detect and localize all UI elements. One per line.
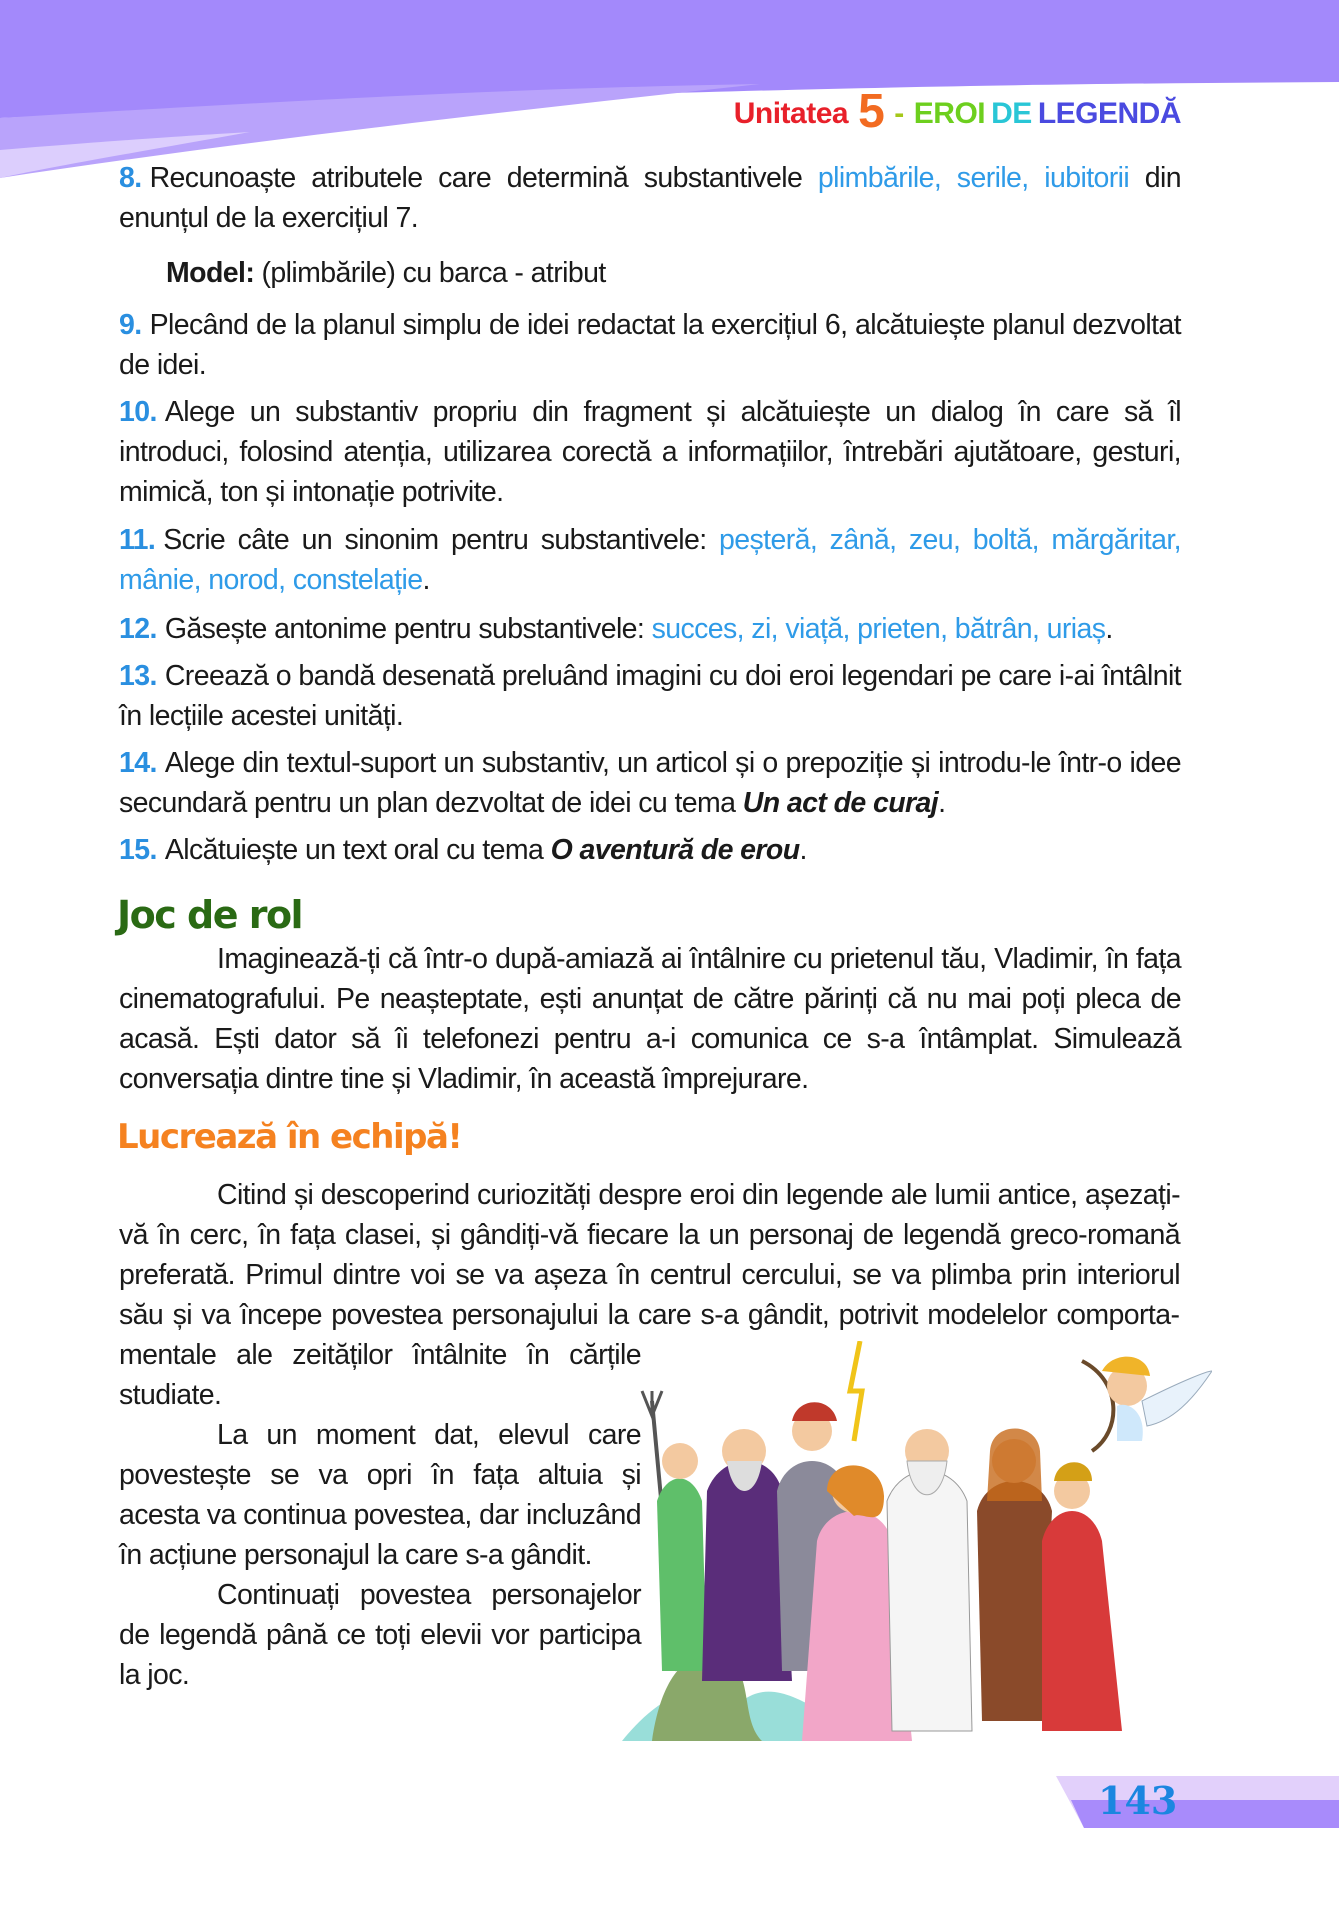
role-play-paragraph: Imaginează-ți că într-o după-amiază ai întâlnire cu prietenul tău, Vladimir, în fața cinematografului. Pe neașteptate, ești anunțat de către părinți că nu mai poți pleca de acasă. Ești dator să îi telefonezi pentru a-i comunica ce s-a întâmplat. Simulează conversația dintre tine și Vladimir, în această împrejurare. — [119, 943, 1181, 1095]
team-work-paragraph: Continuați povestea personajelor de legendă până ce toți elevii vor participa la joc. — [119, 1579, 641, 1691]
exercise-number: 9. — [119, 309, 142, 341]
exercise-text: . — [799, 834, 807, 866]
role-play-heading: Joc de rol — [117, 893, 303, 937]
team-work-heading: Lucrează în echipă! — [117, 1117, 462, 1157]
unit-label: Unitatea — [733, 97, 849, 130]
exercise-15 — [119, 830, 1181, 870]
exercise-12 — [119, 609, 1181, 649]
exercise-number: 12. — [119, 613, 157, 645]
unit-title-word: DE — [991, 97, 1032, 130]
exercise-text: Alege un substantiv propriu din fragment și alcătuiește un dialog în care să îl introduci, folosind atenția, utilizarea corectă a informațiilor, întrebări ajutătoare, gesturi, mimică, ton și intonație potrivite. — [119, 396, 1181, 508]
unit-title — [734, 84, 1181, 139]
exercise-text: Alcătuiește un text oral cu tema — [164, 834, 551, 866]
exercise-8 — [119, 158, 1181, 238]
exercise-9 — [119, 305, 1181, 385]
exercise-text: din enunțul de la exercițiul 7. — [119, 162, 1181, 234]
exercise-text: Scrie câte un sinonim pentru substantivele: — [163, 524, 720, 556]
unit-title-word: LEGENDĂ — [1037, 97, 1181, 130]
model-label: Model: — [166, 257, 255, 289]
exercise-text: . — [1105, 613, 1113, 645]
exercise-text: Plecând de la planul simplu de idei redactat la exercițiul 6, alcătuiește planul dezvoltat de idei. — [119, 309, 1181, 381]
team-work-paragraph: Citind și descoperind curiozități despre eroi din legende ale lumii antice, așezați-vă în cerc, în fața clasei, și gândiți-vă fiecare la un personaj de legendă greco-romană preferată. Primul dintre voi se va așeza în centrul cercului, se va plimba prin interiorul său și va începe povestea personajului la care s-a gândit, potrivit modelelor comportamentale ale zeităților întâlnite în cărțile studiate. — [119, 1179, 1180, 1411]
exercise-text: . — [938, 787, 946, 819]
exercise-number: 10. — [119, 396, 157, 428]
exercise-theme: Un act de curaj — [742, 787, 939, 819]
exercise-number: 8. — [119, 162, 142, 194]
exercise-number: 13. — [119, 660, 157, 692]
exercise-text: Creează o bandă desenată preluând imagini cu doi eroi legendari pe care i-ai întâlnit în lecțiile acestei unități. — [119, 660, 1181, 732]
exercise-11 — [119, 520, 1181, 600]
page-number: 143 — [1098, 1778, 1178, 1823]
exercise-number: 11. — [119, 524, 156, 556]
greek-gods-illustration — [622, 1341, 1212, 1761]
exercise-theme: O aventură de erou — [550, 834, 800, 866]
exercise-text: Alege din textul-suport un substantiv, un articol și o prepoziție și introdu-le într-o idee secundară pentru un plan dezvoltat de idei cu tema — [119, 747, 1181, 819]
team-work-paragraph: La un moment dat, elevul care povestește se va opri în fața altuia și acesta va continua povestea, dar incluzând în acțiune personajul la care s-a gândit. — [119, 1419, 641, 1571]
model-text: (plimbările) cu barca - atribut — [254, 257, 606, 289]
exercise-number: 14. — [119, 747, 157, 779]
exercise-number: 15. — [119, 834, 157, 866]
highlighted-words: plimbările, serile, iubitorii — [817, 162, 1130, 194]
highlighted-words: peșteră, zână, zeu, boltă, mărgăritar, mânie, norod, constelație — [119, 524, 1181, 596]
unit-number: 5 — [858, 85, 885, 138]
exercise-text: Găsește antonime pentru substantivele: — [164, 613, 652, 645]
unit-dash: - — [894, 97, 904, 130]
exercise-13 — [119, 656, 1181, 736]
exercise-text: Recunoaște atributele care determină substantivele — [149, 162, 818, 194]
exercise-14 — [119, 743, 1181, 823]
exercise-10 — [119, 392, 1181, 512]
exercise-text: . — [422, 564, 430, 596]
role-play-text — [119, 939, 1181, 1099]
highlighted-words: succes, zi, viață, prieten, bătrân, uriaș — [651, 613, 1106, 645]
exercise-model — [166, 253, 1181, 293]
unit-title-word: EROI — [913, 97, 986, 130]
